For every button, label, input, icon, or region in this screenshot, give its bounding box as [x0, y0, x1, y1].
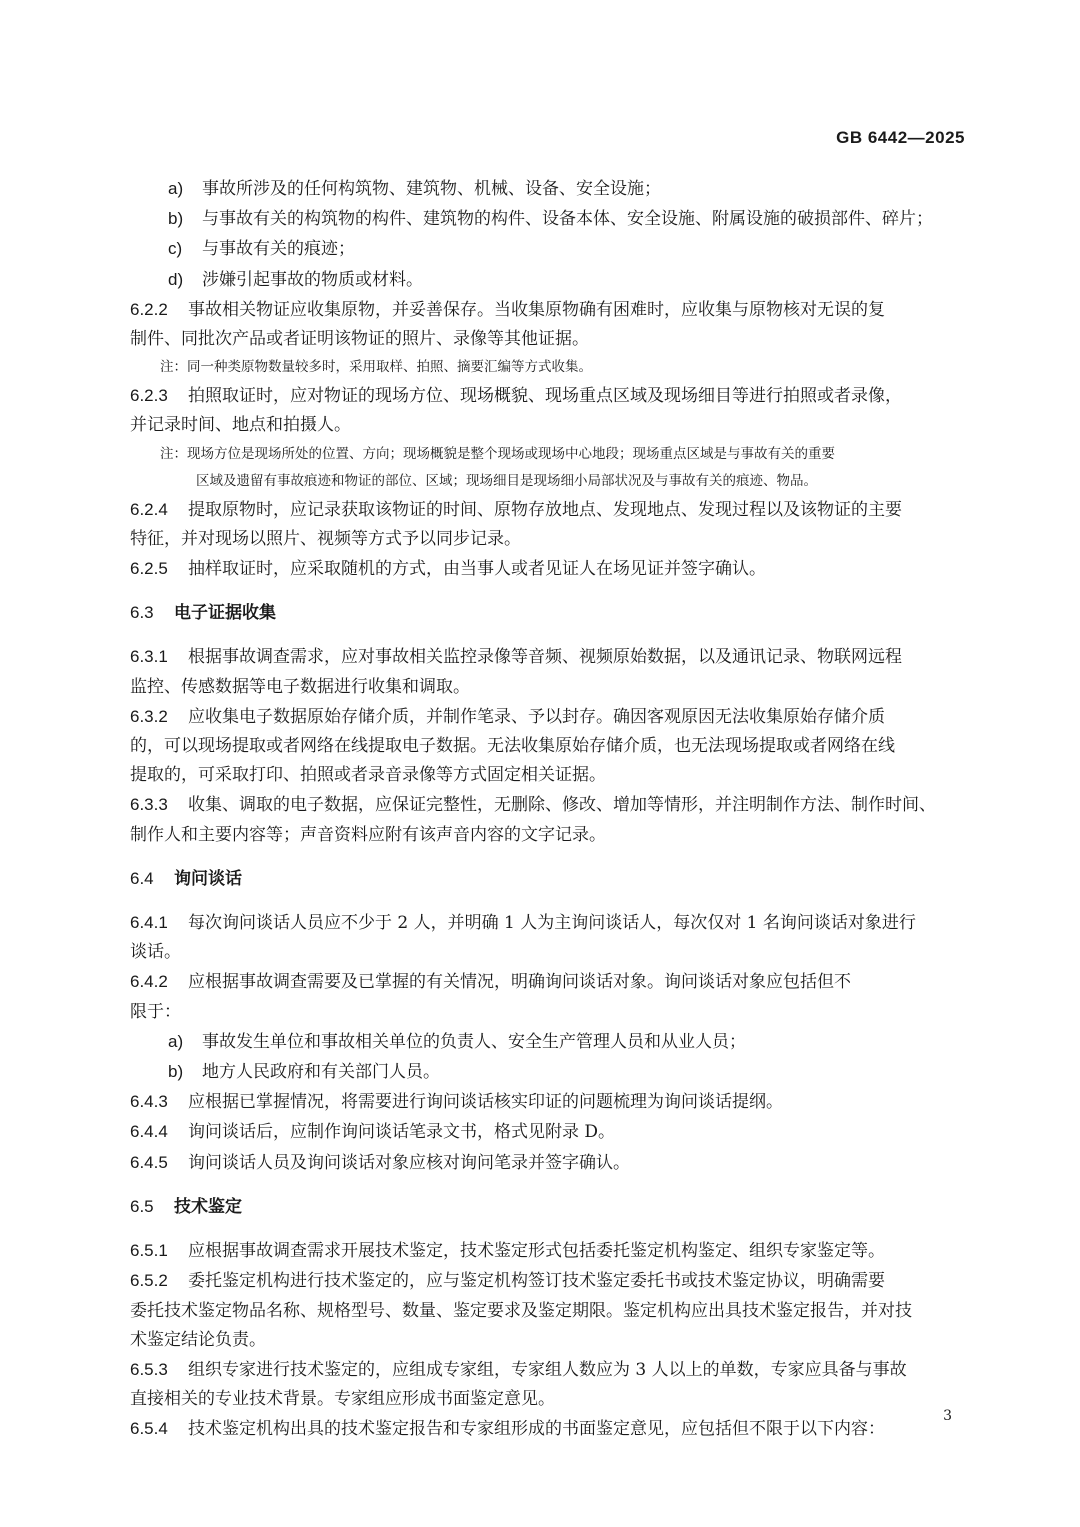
note-continuation: 区域及遗留有事故痕迹和物证的部位、区域；现场细目是现场细小局部状况及与事故有关的痕迹、物品。 [196, 472, 817, 489]
section-heading: 6.3 电子证据收集 [130, 603, 276, 624]
clause-number: 6.5.1 [130, 1241, 168, 1261]
clause-6-4-5: 6.4.5 询问谈话人员及询问谈话对象应核对询问笔录并签字确认。 [130, 1148, 966, 1178]
clause-6-2-2: 6.2.2 事故相关物证应收集原物，并妥善保存。当收集原物确有困难时，应收集与原物核对无误的复 制件、同批次产品或者证明该物证的照片、录像等其他证据。 注：同一种类原物数量较多时，采用取样、拍照、摘要汇编等方式收集。 [130, 295, 966, 381]
clause-number: 6.2.3 [130, 386, 168, 406]
list-item: d) 涉嫌引起事故的物质或材料。 [168, 269, 423, 290]
clause-number: 6.2.4 [130, 499, 168, 519]
section-heading: 6.5 技术鉴定 [130, 1196, 242, 1217]
clause-number: 6.4.5 [130, 1152, 168, 1172]
clause-6-5-3: 6.5.3 组织专家进行技术鉴定的，应组成专家组，专家组人数应为 3 人以上的单数，专家应具备与事故 直接相关的专业技术背景。专家组应形成书面鉴定意见。 [130, 1355, 966, 1414]
clause-6-2-3: 6.2.3 拍照取证时，应对物证的现场方位、现场概貌、现场重点区域及现场细目等进行拍照或者录像， 并记录时间、地点和拍摄人。 注：现场方位是现场所处的位置、方向；现场概貌是整个现场或现场中心地段；现场重点区域是与事故有关的重要 区域及遗留有事故痕迹和物证的部位、区域；现场细目是现场细小局部状况及与事故有关的痕迹、物品。 [130, 381, 966, 494]
clause-number: 6.3.1 [130, 647, 168, 667]
clause-number: 6.4.3 [130, 1092, 168, 1112]
clause-number: 6.2.5 [130, 559, 168, 579]
clause-6-3-3: 6.3.3 收集、调取的电子数据，应保证完整性，无删除、修改、增加等情形，并注明制作方法、制作时间、 制作人和主要内容等；声音资料应附有该声音内容的文字记录。 [130, 790, 966, 849]
clause-6-3-1: 6.3.1 根据事故调查需求，应对事故相关监控录像等音频、视频原始数据，以及通讯记录、物联网远程 监控、传感数据等电子数据进行收集和调取。 [130, 642, 966, 701]
note: 注：现场方位是现场所处的位置、方向；现场概貌是整个现场或现场中心地段；现场重点区域是与事故有关的重要 [160, 445, 835, 462]
list-item: c) 与事故有关的痕迹； [168, 239, 355, 260]
list-item: b) 地方人民政府和有关部门人员。 [168, 1062, 440, 1083]
document-body [130, 174, 966, 1445]
list-item: a) 事故所涉及的任何构筑物、建筑物、机械、设备、安全设施； [168, 179, 661, 199]
clause-6-4-3: 6.4.3 应根据已掌握情况，将需要进行询问谈话核实印证的问题梳理为询问谈话提纲。 [130, 1087, 966, 1117]
clause-6-5-4: 6.5.4 技术鉴定机构出具的技术鉴定报告和专家组形成的书面鉴定意见，应包括但不限于以下内容： [130, 1414, 966, 1444]
clause-number: 6.3.3 [130, 795, 168, 815]
clause-number: 6.3.2 [130, 706, 168, 726]
clause-number: 6.2.2 [130, 299, 168, 319]
list-item: a) 事故发生单位和事故相关单位的负责人、安全生产管理人员和从业人员； [168, 1031, 746, 1052]
clause-number: 6.4.2 [130, 972, 168, 992]
page-number: 3 [943, 1408, 952, 1424]
clause-6-2-5: 6.2.5 抽样取证时，应采取随机的方式，由当事人或者见证人在场见证并签字确认。 [130, 554, 966, 584]
standard-number: GB 6442—2025 [836, 128, 965, 147]
clause-6-4-1: 6.4.1 每次询问谈话人员应不少于 2 人，并明确 1 人为主询问谈话人，每次仅对 1 名询问谈话对象进行 谈话。 [130, 908, 966, 967]
clause-number: 6.4.1 [130, 913, 168, 933]
clause-number: 6.5.2 [130, 1271, 168, 1291]
clause-number: 6.5.4 [130, 1419, 168, 1439]
clause-6-3-2: 6.3.2 应收集电子数据原始存储介质，并制作笔录、予以封存。确因客观原因无法收集原始存储介质 的，可以现场提取或者网络在线提取电子数据。无法收集原始存储介质，也无法现场提取或者网络在线 提取的，可采取打印、拍照或者录音录像等方式固定相关证据。 [130, 702, 966, 791]
clause-6-5-1: 6.5.1 应根据事故调查需求开展技术鉴定，技术鉴定形式包括委托鉴定机构鉴定、组织专家鉴定等。 [130, 1236, 966, 1266]
list-item: b) 与事故有关的构筑物的构件、建筑物的构件、设备本体、安全设施、附属设施的破损部件、碎片； [168, 209, 933, 230]
clause-number: 6.4.4 [130, 1122, 168, 1142]
note: 注：同一种类原物数量较多时，采用取样、拍照、摘要汇编等方式收集。 [160, 359, 592, 376]
clause-6-4-4: 6.4.4 询问谈话后，应制作询问谈话笔录文书，格式见附录 D。 [130, 1117, 966, 1147]
clause-6-4-2: 6.4.2 应根据事故调查需要及已掌握的有关情况，明确询问谈话对象。询问谈话对象应包括但不 限于： [130, 967, 966, 1026]
clause-number: 6.5.3 [130, 1359, 168, 1379]
clause-6-5-2: 6.5.2 委托鉴定机构进行技术鉴定的，应与鉴定机构签订技术鉴定委托书或技术鉴定协议，明确需要 委托技术鉴定物品名称、规格型号、数量、鉴定要求及鉴定期限。鉴定机构应出具技术鉴定报告，并对技 术鉴定结论负责。 [130, 1266, 966, 1355]
section-heading: 6.4 询问谈话 [130, 868, 242, 889]
clause-6-2-4: 6.2.4 提取原物时，应记录获取该物证的时间、原物存放地点、发现地点、发现过程以及该物证的主要 特征，并对现场以照片、视频等方式予以同步记录。 [130, 495, 966, 554]
